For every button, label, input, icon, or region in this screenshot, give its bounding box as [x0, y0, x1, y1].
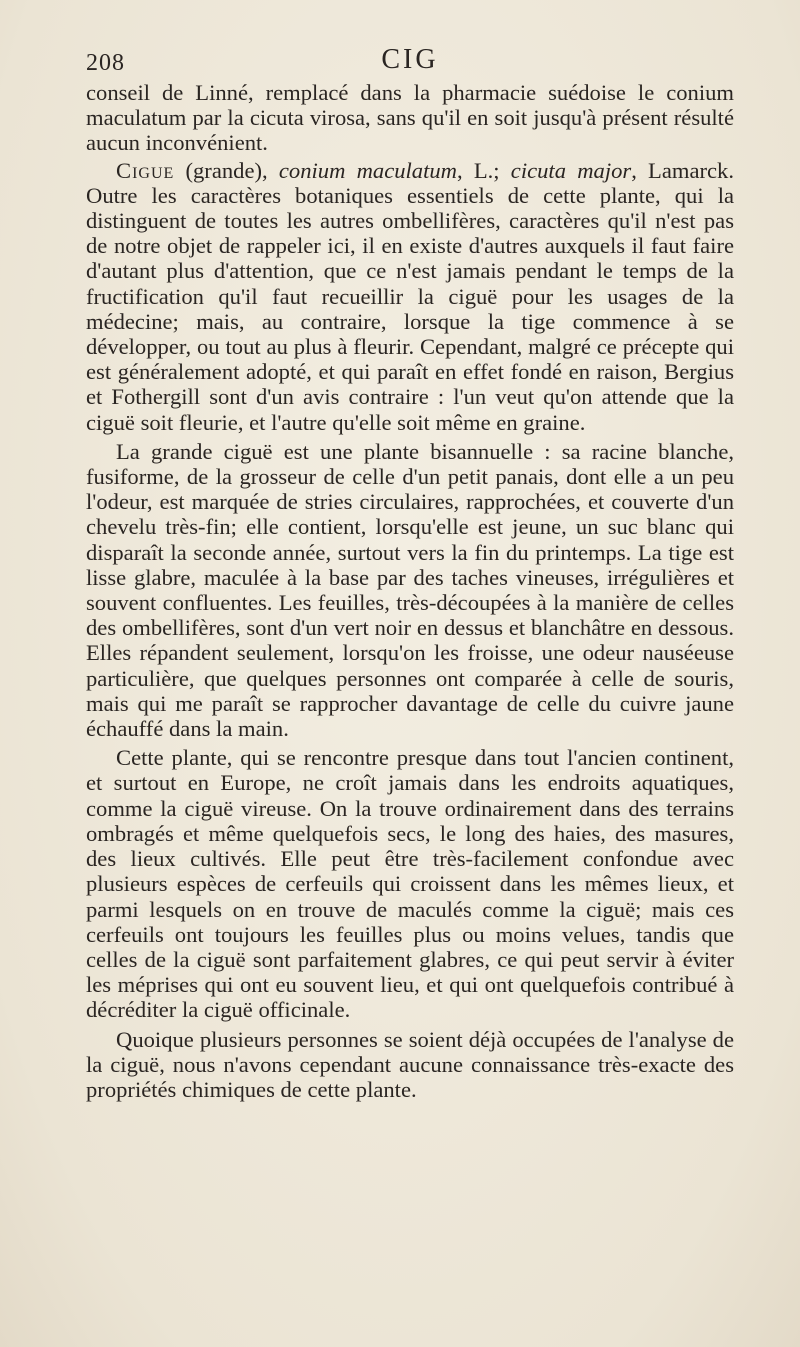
paragraph-entry-cigue	[86, 158, 734, 435]
entry-latin-synonym: cicuta major	[510, 157, 632, 183]
paragraph-description: La grande ciguë est une plante bisannuelle : sa racine blanche, fusiforme, de la grosseur de celle d'un petit panais, dont elle a un peu l'odeur, est marquée de stries circulaires, rapprochées, et couverte d'un chevelu très-fin; elle contient, lorsqu'elle est jeune, un suc blanc qui disparaît la seconde année, surtout vers la fin du printemps. La tige est lisse glabre, maculée à la base par des taches vineuses, irrégulières et souvent confluentes. Les feuilles, très-découpées à la manière de celles des ombellifères, sont d'un vert noir en dessus et blanchâtre en dessous. Elles répandent seulement, lorsqu'on les froisse, une odeur nauséeuse particulière, que quelques personnes ont comparée à celle de souris, mais qui me paraît se rapprocher davantage de celle du cuivre jaune échauffé dans la main.	[86, 438, 734, 742]
body-text	[86, 80, 734, 1102]
entry-latin-name: conium maculatum	[278, 157, 457, 183]
paragraph-continuation: conseil de Linné, remplacé dans la pharmacie suédoise le conium maculatum par la cicuta virosa, sans qu'il en soit jusqu'à présent résulté aucun inconvénient.	[86, 80, 734, 156]
paragraph-analysis: Quoique plusieurs personnes se soient déjà occupées de l'analyse de la ciguë, nous n'avons cependant aucune connaissance très-exacte des propriétés chimiques de cette plante.	[86, 1026, 734, 1102]
entry-text: (grande),	[174, 157, 279, 183]
page-number: 208	[86, 50, 125, 76]
entry-text: , Lamarck. Outre les caractères botaniques essentiels de cette plante, qui la distinguent de toutes les autres ombellifères, caractères qu'il n'est pas de notre objet de rappeler ici, il en existe d'autres auxquels il faut faire d'autant plus d'attention, que ce n'est jamais pendant le temps de la fructification qu'il faut recueillir la ciguë pour les usages de la médecine; mais, au contraire, lorsque la tige commence à se développer, ou tout au plus à fleurir. Cependant, malgré ce précepte qui est généralement adopté, et qui paraît en effet fondé en raison, Bergius et Fothergill sont d'un avis contraire : l'un veut qu'on attende que la ciguë soit fleurie, et l'autre qu'elle soit même en graine.	[86, 157, 734, 435]
running-head	[86, 44, 734, 80]
paragraph-habitat: Cette plante, qui se rencontre presque dans tout l'ancien continent, et surtout en Europe, ne croît jamais dans les endroits aquatiques, comme la ciguë vireuse. On la trouve ordinairement dans des terrains ombragés et même quelquefois secs, le long des haies, des masures, des lieux cultivés. Elle peut être très-facilement confondue avec plusieurs espèces de cerfeuils qui croissent dans les mêmes lieux, et parmi lesquels on en trouve de maculés comme la ciguë; mais ces cerfeuils ont toujours les feuilles plus ou moins velues, tandis que celles de la ciguë sont parfaitement glabres, ce qui peut servir à éviter les méprises qui ont eu souvent lieu, et qui ont quelquefois contribué à décréditer la ciguë officinale.	[86, 745, 734, 1023]
entry-headword: Cigue	[116, 157, 175, 183]
running-head-word: CIG	[381, 44, 439, 75]
entry-text: , L.;	[457, 157, 511, 183]
